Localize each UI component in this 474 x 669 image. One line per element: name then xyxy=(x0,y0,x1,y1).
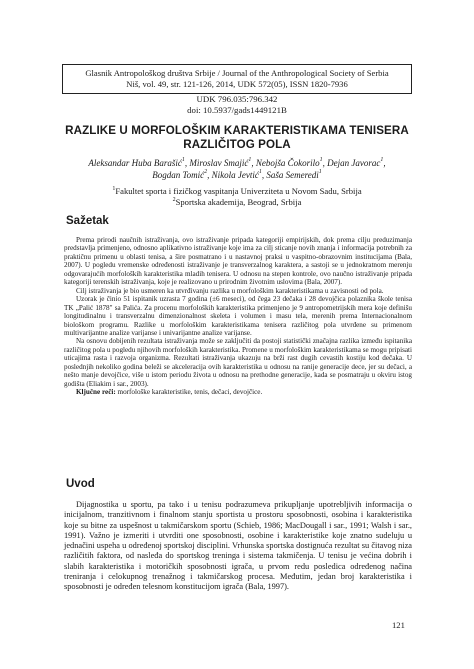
intro-paragraph: Dijagnostika u sportu, pa tako i u tenisu podrazumeva prikupljanje upotrebljivih informacija o inicijalnom, tranzitivnom i finalnom stanju sportista u prostoru sposobnosti, osobina i karakteristika koje su bitne za uspešnost u takmičarskom sportu (Schieb, 1986; MacDougall i sar., 1991; Walsh i sar., 1991). Važno je izmeriti i utvrditi one sposobnosti, osobine i karakteristike koje znatno sudeluju u jednačini uspeha u određenoj sportskoj disciplini. Vrhunska sportska dostignuća rezultat su čitavog niza različitih faktora, od nasleđa do sportskog treninga i sistema takmičenja. U tenisu je većina dobrih i slabih karakteristika i motoričkih sposobnosti igrača, u prvom redu posledica određenog načina treniranja i celokupnog trenažnog i takmičarskog procesa. Međutim, jedan broj karakteristika i sposobnosti je određen telesnom konstitucijom igrača (Bala, 1997). xyxy=(64,500,412,592)
author-separator: , xyxy=(261,170,267,180)
author-affil-sup: 1 xyxy=(248,157,252,163)
author-name: Nebojša Čokorilo xyxy=(255,158,320,168)
author-separator: , xyxy=(184,158,190,168)
author-separator: , xyxy=(322,158,328,168)
affiliation-2 xyxy=(40,197,434,208)
title-line-1: RAZLIKE U MORFOLOŠKIM KARAKTERISTIKAMA TENISERA xyxy=(65,124,409,137)
udk-doi-block xyxy=(0,94,474,116)
author-name: Dejan Javorac xyxy=(327,158,381,168)
paper-title xyxy=(40,124,434,151)
affiliation-sup: 2 xyxy=(172,196,176,203)
affiliation-sup: 1 xyxy=(112,186,116,192)
author-affil-sup: 1 xyxy=(380,157,384,163)
author-name: Saša Semeredi xyxy=(266,170,319,180)
abstract-paragraph: Uzorak je činio 51 ispitanik uzrasta 7 godina (±6 meseci), od čega 23 dečaka i 28 devojčica polaznika škole tenisa TK „Palić 1878" sa Palića. Za procenu morfoloških karakteristika primenjeno je 9 antropometrijskih mera koje definišu longitudinalnu i transverzalnu dimenzionalnost skeleta i volumen i masu tela, merenih prema Internacionalnom biološkom programu. Razlike u morfološkim karakteristikama tenisera različitog pola utvrđene su primenom multivarijantne analize varijanse i univarijantne analize varijanse. xyxy=(64,295,412,337)
journal-line-2: Niš, vol. 49, str. 121-126, 2014, UDK 572(05), ISSN 1820-7936 xyxy=(126,79,348,89)
author-list xyxy=(40,157,434,181)
abstract-heading: Sažetak xyxy=(66,215,109,227)
intro-heading: Uvod xyxy=(66,478,95,490)
author-name: Aleksandar Huba Barašić xyxy=(88,158,182,168)
abstract-paragraph: Na osnovu dobijenih rezultata istraživanja može se zaključiti da postoji statistički značajna razlika između ispitanika različitog pola u pogledu njihovih morfoloških karakteristika. Promene u morfološkim karakteristikama se mogu pripisati uticajima rasta i razvoja organizma. Rezultati istraživanja ukazuju na brži rast dugih cevastih kostiju kod dečaka. U poslednjih nekoliko godina beleži se akceleracija ovih karakteristika u odnosu na ranije generacije dece, jer su dečaci, a nešto manje devojčice, više u istom periodu života u odnosu na prethodne generacije, kada se posmatraju u okviru istog godišta (Eliakim i sar., 2003). xyxy=(64,337,412,388)
abstract-paragraph: Prema prirodi naučnih istraživanja, ovo istraživanje pripada kategoriji empirijskih, dok prema cilju preduzimanja predstavlja primenjeno, odnosno aplikativno istraživanje koje ima za cilj sticanje novih znanja i informacija potrebnih za praktičnu primenu u oblasti tenisa, a šire posmatrano i u nastavnoj praksi u vaspitno-obrazovnim institucijama (Bala, 2007). U pogledu vremenske određenosti istraživanje je transverzalnog karaktera, a sastoji se u jednokratnom merenju odgovarajućih morfoloških karakteristika mladih tenisera. U odnosu na stepen kontrole, ovo naučno istraživanje pripada kategoriji terenskih istraživanja, koje je realizovano u prirodnim životnim uslovima (Bala, 2007). xyxy=(64,236,412,287)
page-number: 121 xyxy=(392,620,405,630)
affiliation-text: Sportska akademija, Beograd, Srbija xyxy=(175,196,302,207)
affiliation-text: Fakultet sporta i fizičkog vaspitanja Univerziteta u Novom Sadu, Srbija xyxy=(115,186,362,196)
keywords-text: morfološke karakteristike, tenis, dečaci, devojčice. xyxy=(115,388,263,397)
author-affil-sup: 1 xyxy=(181,157,185,163)
keywords xyxy=(64,388,412,396)
abstract-body xyxy=(64,236,412,397)
author-separator: , xyxy=(207,170,212,180)
udk-code: UDK 796.035:796.342 xyxy=(196,94,278,104)
author-affil-sup: 1 xyxy=(319,157,323,163)
affiliation-1 xyxy=(40,186,434,197)
abstract-paragraph: Cilj istraživanja je bio usmeren ka utvrđivanju razlika u morfološkim karakteristikama u zavisnosti od pola. xyxy=(76,286,384,295)
doi: doi: 10.5937/gads1449121B xyxy=(187,105,287,115)
author-separator: , xyxy=(383,158,386,168)
author-name: Miroslav Smajić xyxy=(189,158,249,168)
author-name: Bogdan Tomić xyxy=(152,170,205,180)
journal-header-box xyxy=(62,64,412,94)
author-line-2 xyxy=(40,169,434,181)
author-affil-sup: 2 xyxy=(204,169,208,175)
journal-line-1: Glasnik Antropološkog društva Srbije / Journal of the Anthropological Society of Serbia xyxy=(85,68,389,78)
author-name: Nikola Jevtić xyxy=(211,170,259,180)
author-affil-sup: 1 xyxy=(258,169,262,175)
intro-body xyxy=(64,500,412,593)
affiliations xyxy=(40,186,434,207)
author-affil-sup: 1 xyxy=(318,169,322,175)
author-separator: , xyxy=(251,158,256,168)
keywords-label: Ključne reči: xyxy=(76,388,116,397)
title-line-2: RAZLIČITOG POLA xyxy=(183,137,291,151)
author-line-1 xyxy=(40,157,434,169)
